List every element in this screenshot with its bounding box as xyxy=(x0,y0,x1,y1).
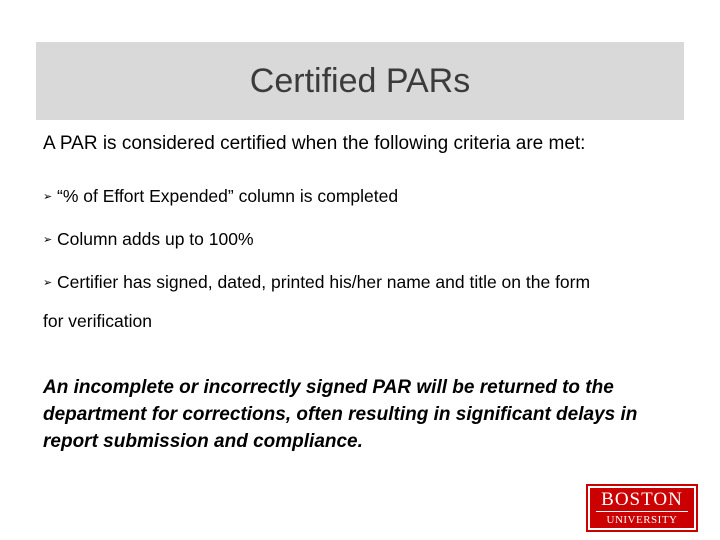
criteria-item-text: Certifier has signed, dated, printed his/her name and title on the form xyxy=(57,272,591,292)
boston-university-logo xyxy=(586,484,698,532)
logo-line-2: UNIVERSITY xyxy=(606,514,678,526)
arrow-bullet-icon: ➢ xyxy=(43,191,53,203)
logo-panel xyxy=(590,488,694,528)
notice-text: An incomplete or incorrectly signed PAR will be returned to the department for corrections, often resulting in significant delays in report submission and compliance. xyxy=(43,377,638,452)
arrow-bullet-icon: ➢ xyxy=(43,234,53,246)
criteria-item-text: “% of Effort Expended” column is completed xyxy=(57,186,399,206)
title-band xyxy=(36,42,684,120)
criteria-item xyxy=(43,184,693,208)
top-bar xyxy=(0,0,720,26)
criteria-item xyxy=(43,227,693,251)
logo-line-1: BOSTON xyxy=(601,489,683,510)
arrow-bullet-icon: ➢ xyxy=(43,277,53,289)
criteria-item-text: Column adds up to 100% xyxy=(57,229,254,249)
intro-text: A PAR is considered certified when the following criteria are met: xyxy=(43,133,586,154)
slide-title: Certified PARs xyxy=(249,61,471,100)
criteria-item xyxy=(43,270,693,294)
criteria-list xyxy=(43,184,693,313)
criteria-item-continuation: for verification xyxy=(43,311,152,331)
